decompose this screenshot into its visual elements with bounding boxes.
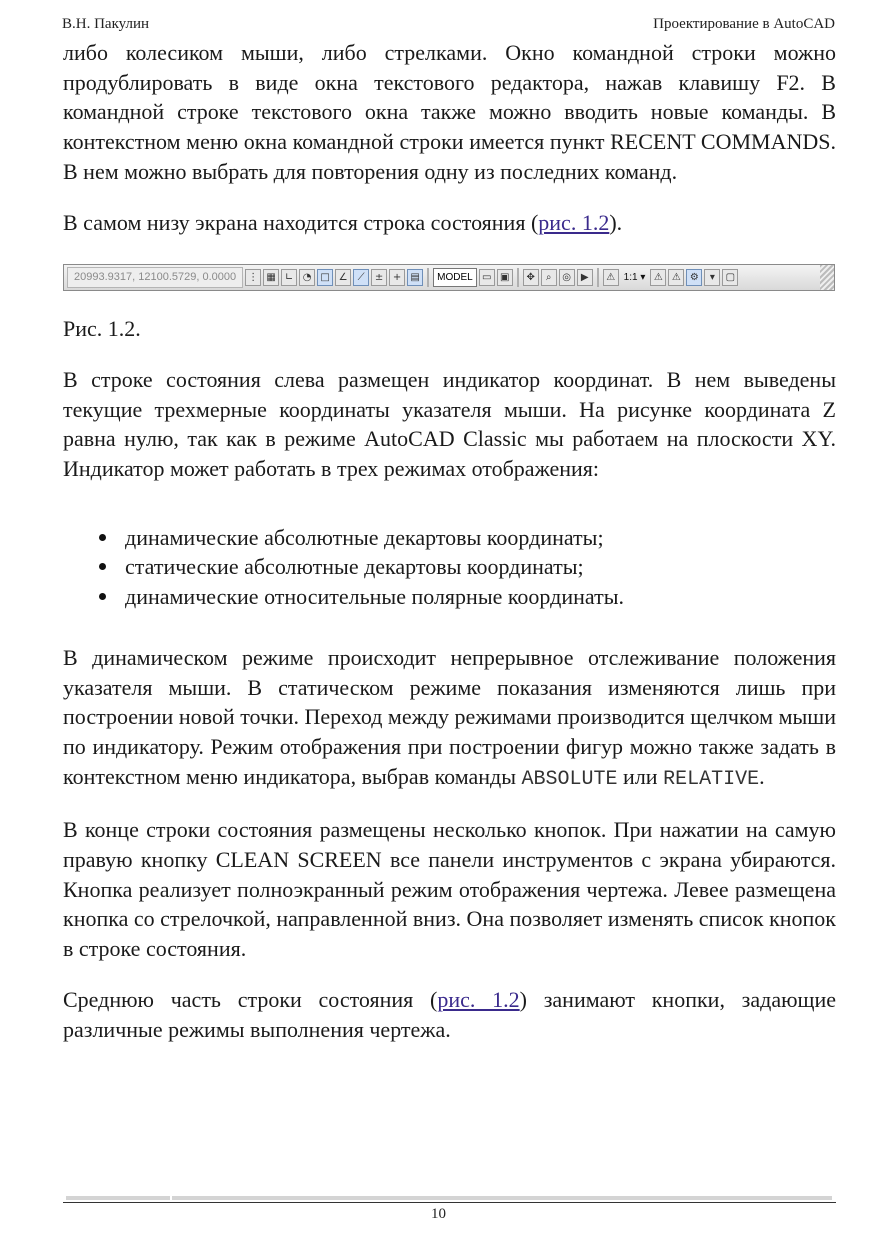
paragraph-status-intro: [63, 208, 836, 238]
page-number: 10: [431, 1206, 446, 1222]
middle-end: ) занимают кнопки, задающие различные режимы выполнения чертежа.: [63, 986, 837, 1042]
paragraph-command-line: либо колесиком мыши, либо стрелками. Окно командной строки можно продублировать в виде окна текстового редактора, нажав клавишу F2. В командной строке текстового окна также можно вводить новые команды. В контекстном меню окна командной строки имеется пункт RECENT COMMANDS. В нем можно выбрать для повторения одну из последних команд.: [63, 40, 836, 184]
header-author: В.Н. Пакулин: [62, 16, 150, 32]
auto-scale-icon[interactable]: ⚠: [668, 269, 684, 286]
polar-toggle-icon[interactable]: ◔: [299, 269, 315, 286]
header-title: Проектирование в AutoCAD: [653, 16, 835, 32]
snap-toggle-icon[interactable]: ⋮: [245, 269, 261, 286]
relative-command: RELATIVE: [663, 767, 760, 791]
dyn-toggle-icon[interactable]: ±: [371, 269, 387, 286]
absolute-command: ABSOLUTE: [521, 767, 618, 791]
statusbar-separator: [597, 268, 599, 287]
status-intro-end: ).: [609, 209, 623, 235]
statusbar-figure: [63, 264, 835, 291]
quick-view-icon[interactable]: ▣: [497, 269, 513, 286]
resize-grip[interactable]: [820, 265, 834, 290]
quick-properties-icon[interactable]: ▤: [407, 269, 423, 286]
footer-decoration-gap: [170, 1196, 172, 1200]
annotation-visibility-icon[interactable]: ⚠: [650, 269, 666, 286]
list-item: динамические абсолютные декартовы координаты;: [125, 523, 836, 553]
page-header: [62, 16, 835, 36]
coordinates-indicator[interactable]: 20993.9317, 12100.5729, 0.0000: [67, 267, 243, 288]
pan-icon[interactable]: ✥: [523, 269, 539, 286]
paragraph-buttons: В конце строки состояния размещены несколько кнопок. При нажатии на самую правую кнопку CLEAN SCREEN все панели инструментов с экрана убираются. Кнопка реализует полноэкранный режим отображения чертежа. Левее размещена кнопка со стрелочкой, направленной вниз. Она позволяет изменять список кнопок в строке состояния.: [63, 817, 836, 962]
lock-icon[interactable]: ▾: [704, 269, 720, 286]
figure-link[interactable]: рис. 1.2: [538, 209, 610, 235]
page-content: [63, 38, 836, 1044]
footer-decoration: [66, 1196, 832, 1200]
list-item: динамические относительные полярные координаты.: [125, 582, 836, 612]
paragraph-coordinates: В строке состояния слева размещен индикатор координат. В нем выведены текущие трехмерные координаты указателя мыши. На рисунке координата Z равна нулю, так как в режиме AutoCAD Classic мы работаем на плоскости XY. Индикатор может работать в трех режимах отображения:: [63, 366, 836, 482]
annotation-scale-icon[interactable]: ⚠: [603, 269, 619, 286]
list-item: статические абсолютные декартовы координаты;: [125, 552, 836, 582]
modes-text: В динамическом режиме происходит непрерывное отслеживание положения указателя мыши. В статическом режиме показания изменяются лишь при построении новой точки. Переход между режимами производится щелчком мыши по индикатору. Режим отображения при построении фигур можно также задать в контекстном меню индикатора, выбрав команды: [63, 644, 836, 789]
showmotion-icon[interactable]: ▶: [577, 269, 593, 286]
otrack-toggle-icon[interactable]: ∠: [335, 269, 351, 286]
modes-end: .: [759, 763, 765, 789]
osnap-toggle-icon[interactable]: □: [317, 269, 333, 286]
lineweight-toggle-icon[interactable]: +: [389, 269, 405, 286]
figure-caption: Рис. 1.2.: [63, 316, 141, 342]
steering-wheel-icon[interactable]: ◎: [559, 269, 575, 286]
statusbar-separator: [517, 268, 519, 287]
layout-icon[interactable]: ▭: [479, 269, 495, 286]
middle-text: Среднюю часть строки состояния (: [63, 986, 438, 1012]
clean-screen-icon[interactable]: ▢: [722, 269, 738, 286]
ortho-toggle-icon[interactable]: ∟: [281, 269, 297, 286]
status-intro-text: В самом низу экрана находится строка состояния (: [63, 209, 539, 235]
ducs-toggle-icon[interactable]: ⟋: [353, 269, 369, 286]
coordinate-modes-list: [63, 523, 836, 612]
model-button[interactable]: MODEL: [433, 268, 477, 287]
annotation-scale-value[interactable]: 1:1 ▾: [623, 271, 646, 283]
modes-or: или: [617, 763, 664, 789]
statusbar-separator: [427, 268, 429, 287]
paragraph-middle: [63, 985, 836, 1044]
paragraph-modes: [63, 643, 836, 795]
workspace-switch-icon[interactable]: ⚙: [686, 269, 702, 286]
zoom-icon[interactable]: ⌕: [541, 269, 557, 286]
footer-divider: [63, 1202, 836, 1203]
figure-link[interactable]: рис. 1.2: [437, 986, 520, 1012]
grid-toggle-icon[interactable]: ▦: [263, 269, 279, 286]
